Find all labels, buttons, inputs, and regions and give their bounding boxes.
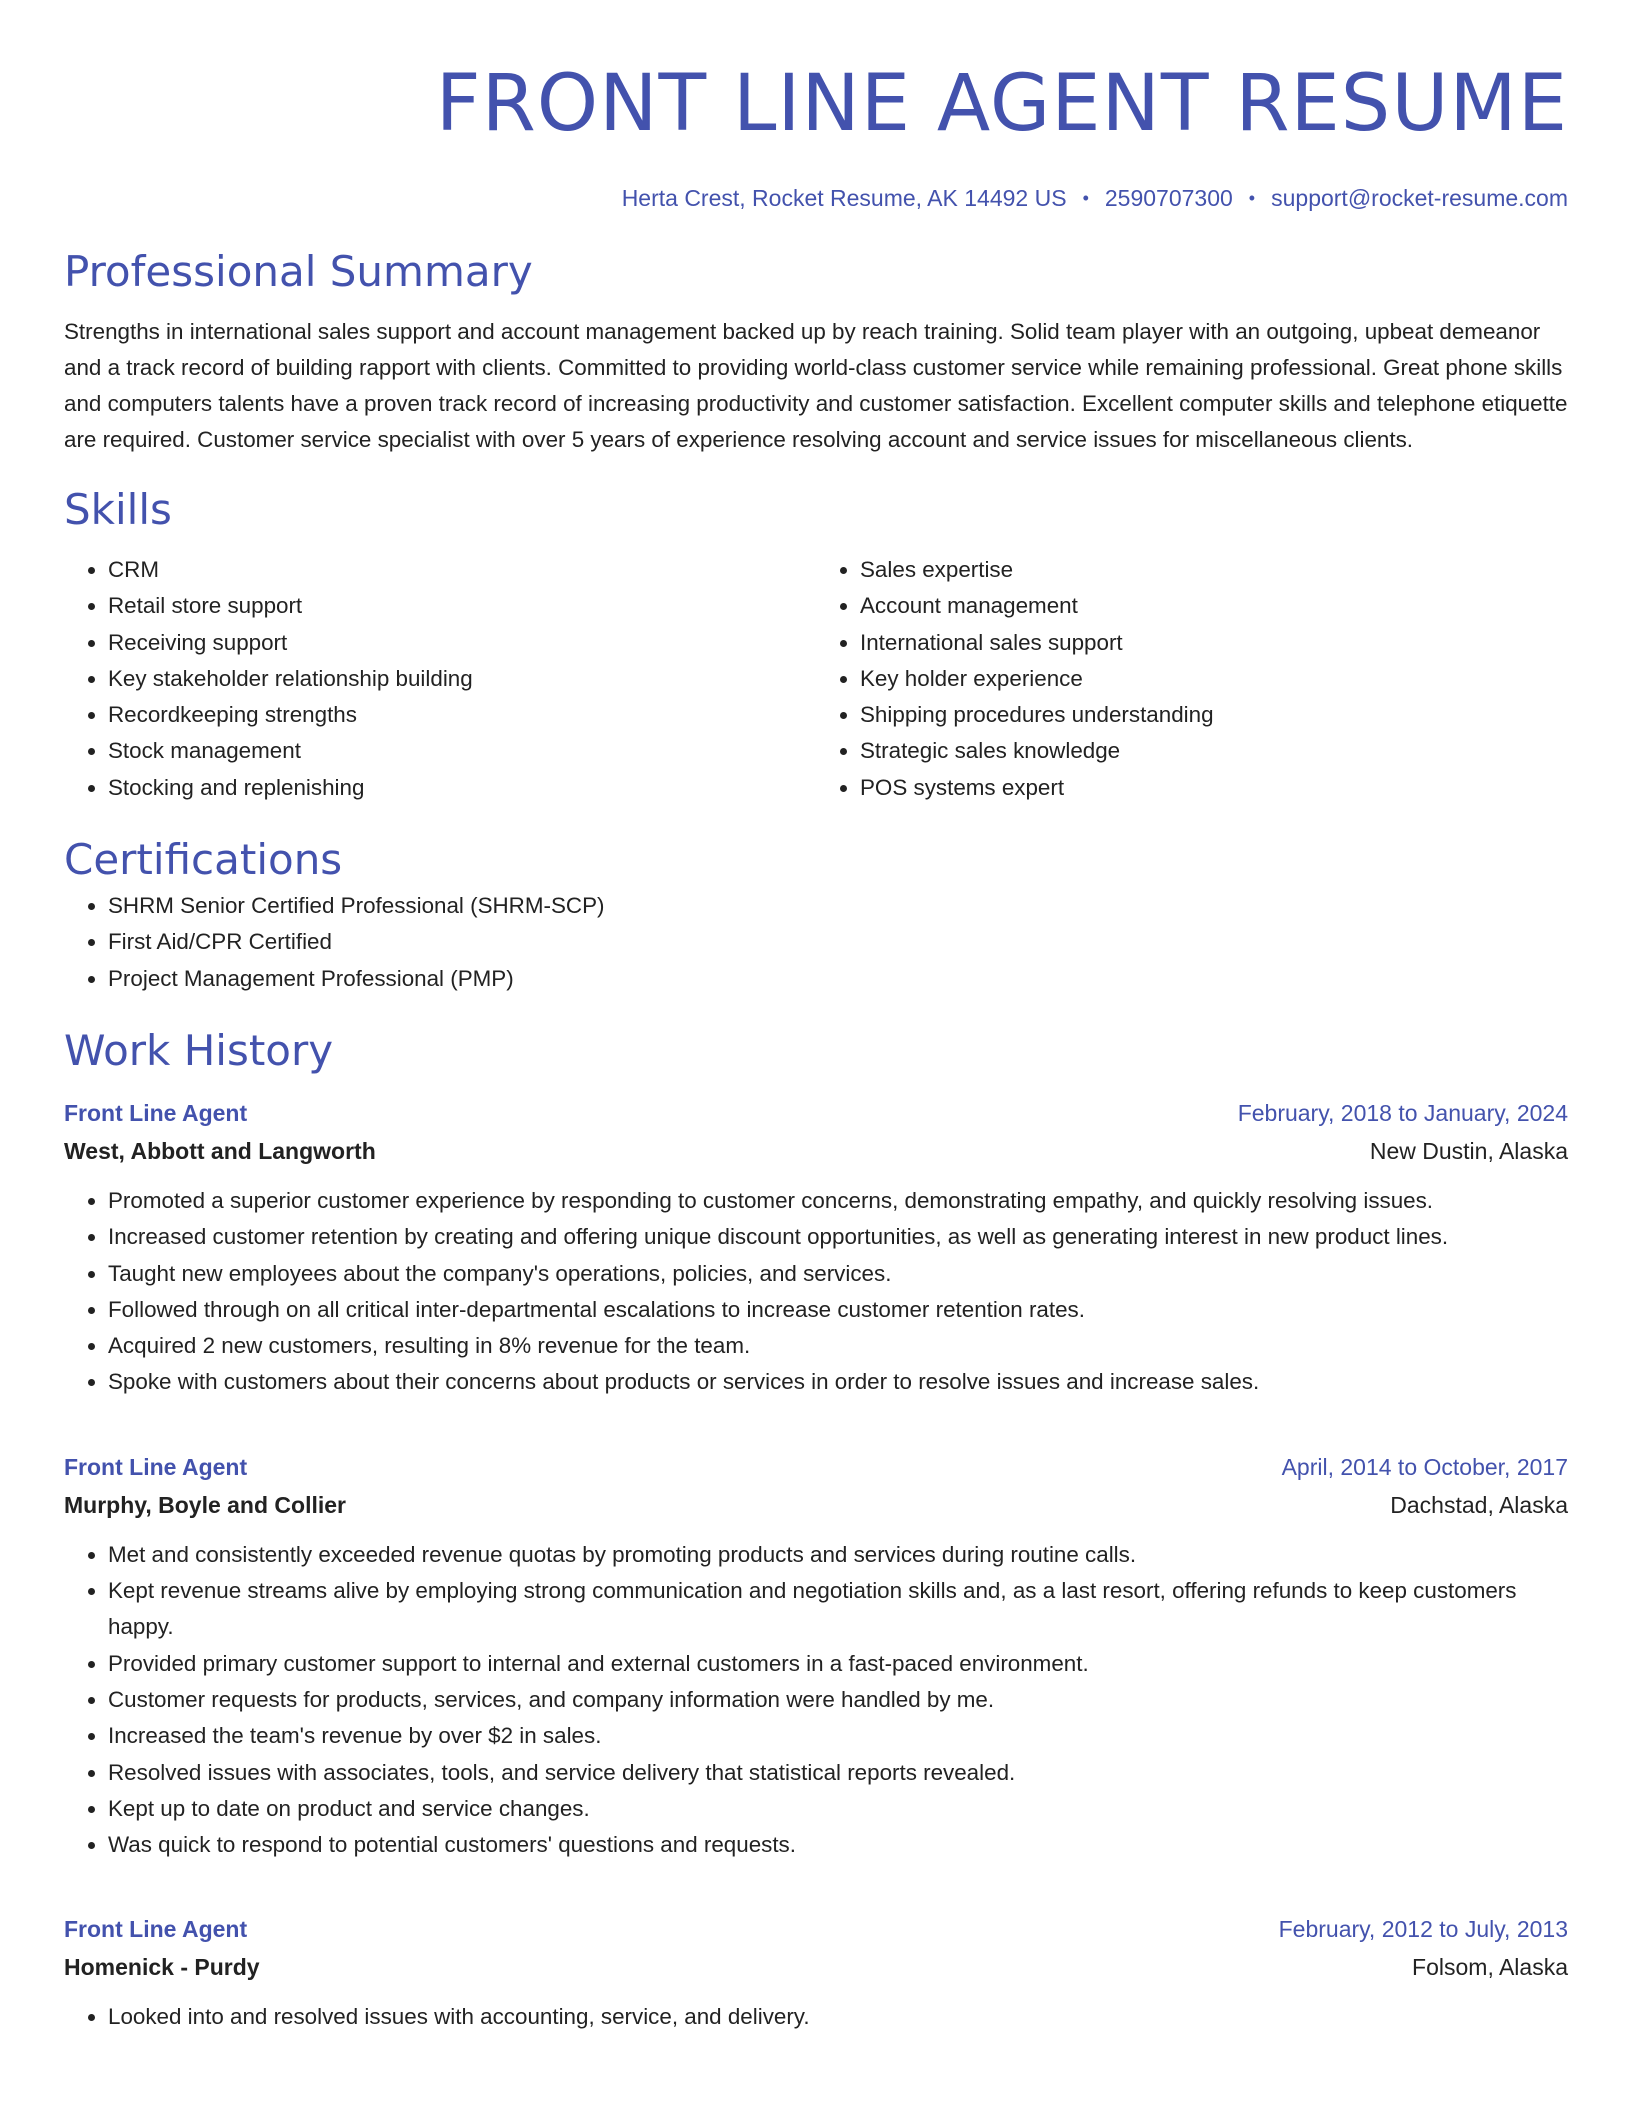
job-duties-list	[64, 1183, 1568, 1401]
job-entry	[64, 1911, 1568, 2035]
job-duty: • Promoted a superior customer experience by responding to customer concerns, demonstrating empathy, and quickly resolving issues.	[108, 1183, 1568, 1219]
contact-separator: •	[1248, 188, 1256, 208]
job-company: West, Abbott and Langworth	[64, 1137, 376, 1164]
job-dates: February, 2012 to July, 2013	[1278, 1916, 1568, 1943]
skill-item: • Stocking and replenishing	[108, 770, 816, 806]
summary-text: Strengths in international sales support and account management backed up by reach training. Solid team player with an outgoing, upbeat demeanor and a track record of building rapport with clients. Committed to providing world-class customer service while remaining professional. Great phone skills and computers talents have a proven track record of increasing productivity and customer satisfaction. Excellent computer skills and telephone etiquette are required. Customer service specialist with over 5 years of experience resolving account and service issues for miscellaneous clients.	[64, 319, 1568, 452]
job-duty: • Taught new employees about the company's operations, policies, and services.	[108, 1256, 1568, 1292]
contact-address: Herta Crest, Rocket Resume, AK 14492 US	[621, 185, 1067, 211]
skill-item: • Recordkeeping strengths	[108, 697, 816, 733]
skill-item: • Account management	[860, 588, 1568, 624]
certification-item: • First Aid/CPR Certified	[108, 924, 1568, 960]
job-title: Front Line Agent	[64, 1099, 248, 1126]
skill-item: • POS systems expert	[860, 770, 1568, 806]
job-duties-list	[64, 1999, 1568, 2035]
skill-item: • Shipping procedures understanding	[860, 697, 1568, 733]
job-duty: • Provided primary customer support to internal and external customers in a fast-paced environment.	[108, 1646, 1568, 1682]
job-duty: • Resolved issues with associates, tools, and service delivery that statistical reports revealed.	[108, 1755, 1568, 1791]
skills-list-left	[64, 552, 816, 806]
job-company-row	[64, 1947, 1568, 1987]
job-duty: • Customer requests for products, services, and company information were handled by me.	[108, 1682, 1568, 1718]
job-company-row	[64, 1485, 1568, 1525]
job-location: Dachstad, Alaska	[1390, 1491, 1568, 1518]
job-location: New Dustin, Alaska	[1369, 1137, 1568, 1164]
job-duty: • Kept up to date on product and service changes.	[108, 1791, 1568, 1827]
job-duty: • Was quick to respond to potential customers' questions and requests.	[108, 1827, 1568, 1863]
job-dates: April, 2014 to October, 2017	[1281, 1453, 1568, 1480]
contact-separator: •	[1082, 188, 1089, 208]
certification-item: • Project Management Professional (PMP)	[108, 961, 1568, 997]
certifications-list	[64, 888, 1568, 997]
job-entry	[64, 1095, 1568, 1401]
skill-item: • Key holder experience	[860, 661, 1568, 697]
skills-heading: Skills	[64, 485, 172, 534]
job-dates: February, 2018 to January, 2024	[1237, 1099, 1568, 1126]
job-duty: • Increased customer retention by creating and offering unique discount opportunities, as well as generating interest in new product lines.	[108, 1219, 1568, 1255]
skills-columns	[64, 552, 1568, 806]
skill-item: • Receiving support	[108, 625, 816, 661]
contact-line	[64, 182, 1568, 214]
certifications-heading: Certifications	[64, 835, 343, 885]
certification-item: • SHRM Senior Certified Professional (SHRM-SCP)	[108, 888, 1568, 924]
skills-list-right	[816, 552, 1568, 806]
job-duty: • Kept revenue streams alive by employing strong communication and negotiation skills and, as a last resort, offering refunds to keep customers happy.	[108, 1573, 1568, 1646]
job-duty: • Met and consistently exceeded revenue quotas by promoting products and services during routine calls.	[108, 1537, 1568, 1573]
job-duty: • Acquired 2 new customers, resulting in 8% revenue for the team.	[108, 1328, 1568, 1364]
skill-item: • CRM	[108, 552, 816, 588]
contact-email: support@rocket-resume.com	[1271, 185, 1568, 211]
job-duty: • Looked into and resolved issues with accounting, service, and delivery.	[108, 1999, 1568, 2035]
job-header-row	[64, 1911, 1568, 1947]
skill-item: • Sales expertise	[860, 552, 1568, 588]
job-company-row	[64, 1131, 1568, 1171]
skill-item: • Retail store support	[108, 588, 816, 624]
job-duties-list	[64, 1537, 1568, 1864]
skill-item: • International sales support	[860, 625, 1568, 661]
summary-heading: Professional Summary	[64, 247, 533, 296]
skill-item: • Key stakeholder relationship building	[108, 661, 816, 697]
job-header-row	[64, 1095, 1568, 1131]
job-duty: • Followed through on all critical inter-departmental escalations to increase customer retention rates.	[108, 1292, 1568, 1328]
skill-item: • Strategic sales knowledge	[860, 733, 1568, 769]
job-company: Homenick - Purdy	[64, 1954, 260, 1981]
job-duty: • Increased the team's revenue by over $2 in sales.	[108, 1718, 1568, 1754]
job-title: Front Line Agent	[64, 1453, 248, 1480]
work-history-heading: Work History	[64, 1025, 334, 1075]
job-title: Front Line Agent	[64, 1916, 248, 1943]
job-entry	[64, 1449, 1568, 1864]
job-header-row	[64, 1449, 1568, 1485]
resume-title: FRONT LINE AGENT RESUME	[435, 59, 1568, 149]
job-company: Murphy, Boyle and Collier	[64, 1491, 346, 1518]
job-duty: • Spoke with customers about their concerns about products or services in order to resolve issues and increase sales.	[108, 1364, 1568, 1400]
contact-phone: 2590707300	[1104, 185, 1233, 211]
skill-item: • Stock management	[108, 733, 816, 769]
job-location: Folsom, Alaska	[1412, 1954, 1568, 1981]
